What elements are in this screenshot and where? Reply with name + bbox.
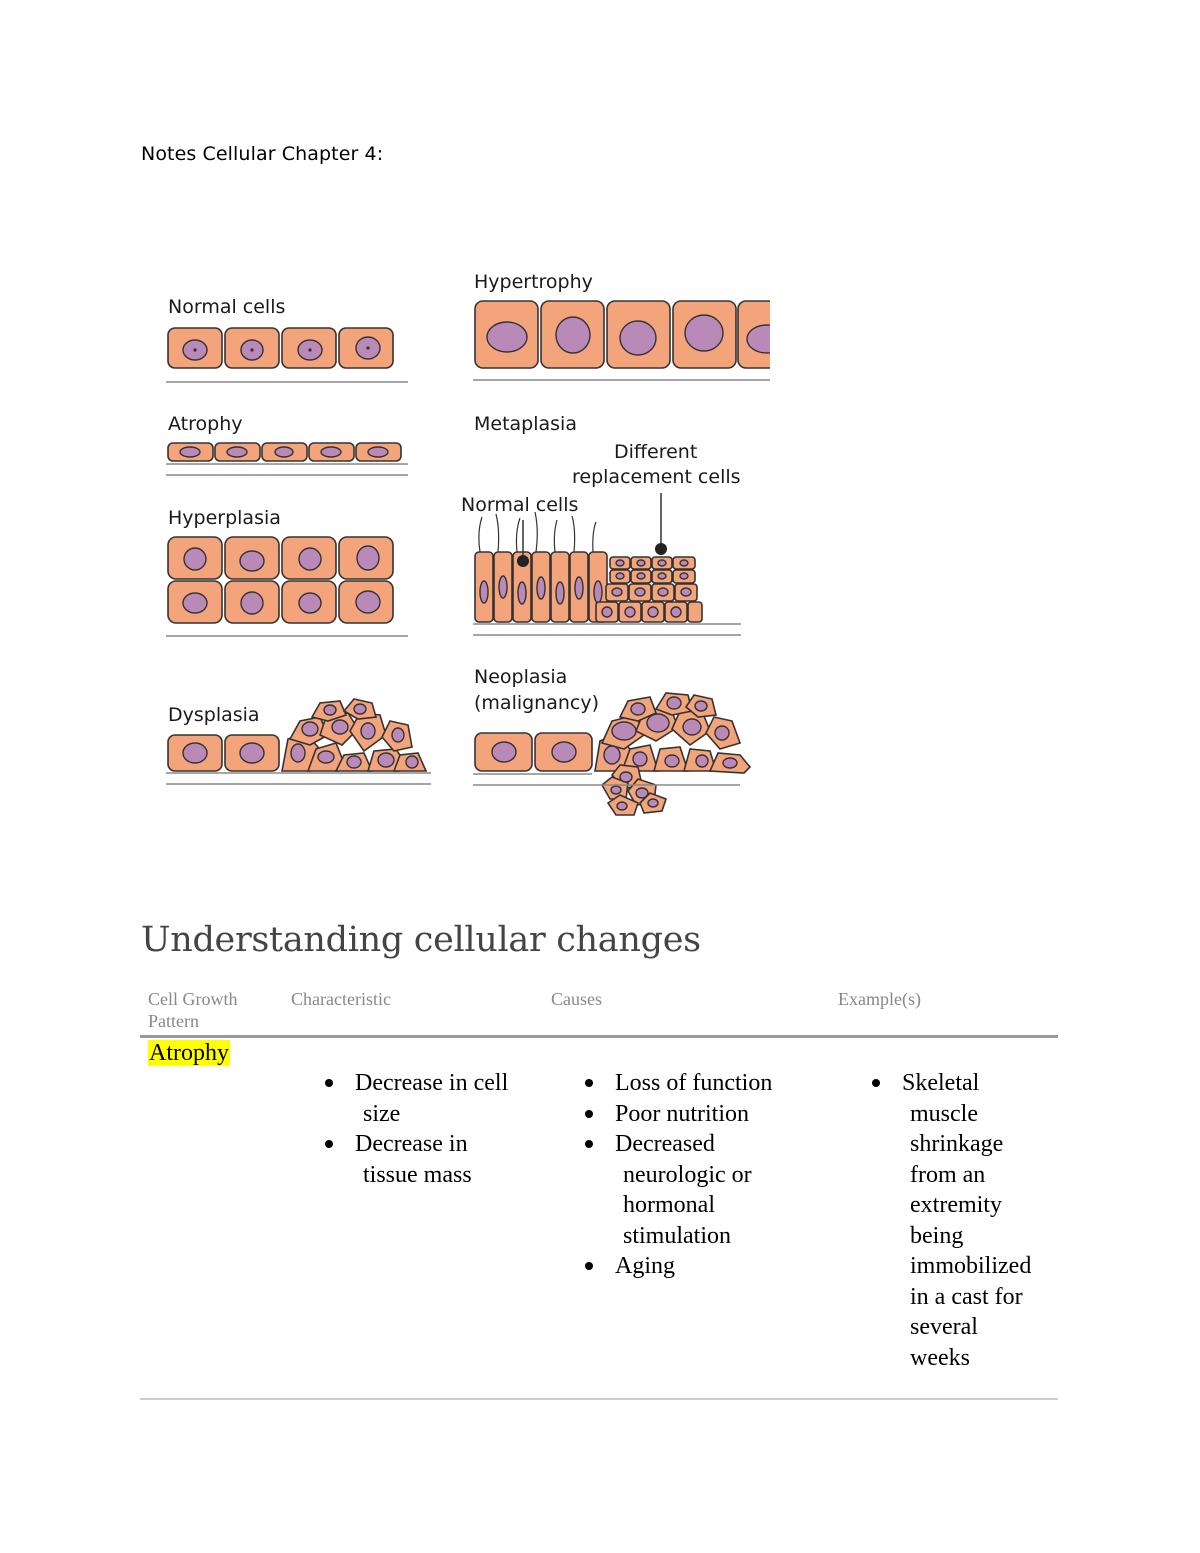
list-item bbox=[325, 1068, 555, 1129]
list-item-text: Poor nutrition bbox=[615, 1100, 750, 1127]
document-header: Notes Cellular Chapter 4: bbox=[141, 143, 384, 165]
list-item-text: hormonal bbox=[623, 1192, 715, 1218]
list-item-text: size bbox=[363, 1100, 401, 1127]
label-atrophy: Atrophy bbox=[168, 413, 243, 435]
list-item-text: neurologic or bbox=[623, 1161, 752, 1188]
header-pattern-line2: Pattern bbox=[148, 1011, 199, 1031]
table-bottom-rule bbox=[140, 1398, 1058, 1400]
list-item-text: Skeletal bbox=[902, 1070, 980, 1096]
list-item bbox=[872, 1068, 1052, 1373]
list-item-text: several bbox=[910, 1314, 978, 1340]
table-header-rule bbox=[140, 1035, 1058, 1038]
list-item bbox=[325, 1129, 555, 1190]
normal-cells-diagram bbox=[166, 328, 408, 382]
label-malignancy: (malignancy) bbox=[474, 692, 600, 714]
causes-list bbox=[585, 1068, 825, 1282]
label-neoplasia: Neoplasia bbox=[474, 666, 568, 688]
row-pattern bbox=[148, 1040, 230, 1067]
list-item-text: Aging bbox=[615, 1253, 675, 1279]
list-item-text: Decrease in bbox=[355, 1131, 468, 1157]
list-item bbox=[585, 1099, 825, 1130]
list-item-text: in a cast for bbox=[910, 1283, 1023, 1310]
label-normal-cells: Normal cells bbox=[168, 296, 286, 318]
characteristics-list bbox=[325, 1068, 555, 1190]
header-characteristic: Characteristic bbox=[291, 989, 391, 1009]
atrophy-diagram bbox=[166, 443, 408, 475]
hypertrophy-diagram bbox=[473, 301, 770, 380]
list-item-text: from an bbox=[910, 1161, 986, 1188]
label-different: Different bbox=[614, 441, 698, 463]
hyperplasia-diagram bbox=[166, 537, 408, 636]
label-metaplasia: Metaplasia bbox=[474, 413, 577, 435]
label-replacement-cells: replacement cells bbox=[572, 466, 741, 488]
label-hypertrophy: Hypertrophy bbox=[474, 271, 593, 293]
list-item-text: weeks bbox=[910, 1344, 970, 1371]
list-item-text: Loss of function bbox=[615, 1070, 773, 1096]
label-metaplasia-normal-cells: Normal cells bbox=[461, 494, 579, 516]
section-title: Understanding cellular changes bbox=[141, 920, 701, 960]
list-item-text: stimulation bbox=[623, 1222, 731, 1249]
list-item-text: shrinkage bbox=[910, 1131, 1004, 1157]
list-item-text: Decrease in cell bbox=[355, 1070, 509, 1096]
header-causes: Causes bbox=[551, 989, 602, 1009]
list-item-text: extremity bbox=[910, 1192, 1002, 1218]
header-cell-growth-pattern bbox=[148, 988, 238, 1032]
header-pattern-line1: Cell Growth bbox=[148, 989, 238, 1009]
label-hyperplasia: Hyperplasia bbox=[168, 507, 281, 529]
label-dysplasia: Dysplasia bbox=[168, 704, 260, 726]
list-item-text: being bbox=[910, 1222, 964, 1249]
cellular-adaptations-figure bbox=[150, 255, 770, 820]
list-item bbox=[585, 1129, 825, 1251]
list-item-text: Decreased bbox=[615, 1131, 715, 1157]
list-item bbox=[585, 1068, 825, 1099]
list-item-text: muscle bbox=[910, 1100, 978, 1127]
header-examples: Example(s) bbox=[838, 989, 921, 1009]
list-item-text: immobilized bbox=[910, 1253, 1032, 1279]
list-item bbox=[585, 1251, 825, 1282]
list-item-text: tissue mass bbox=[363, 1161, 472, 1188]
pattern-highlight: Atrophy bbox=[149, 1040, 229, 1066]
examples-list bbox=[872, 1068, 1052, 1373]
